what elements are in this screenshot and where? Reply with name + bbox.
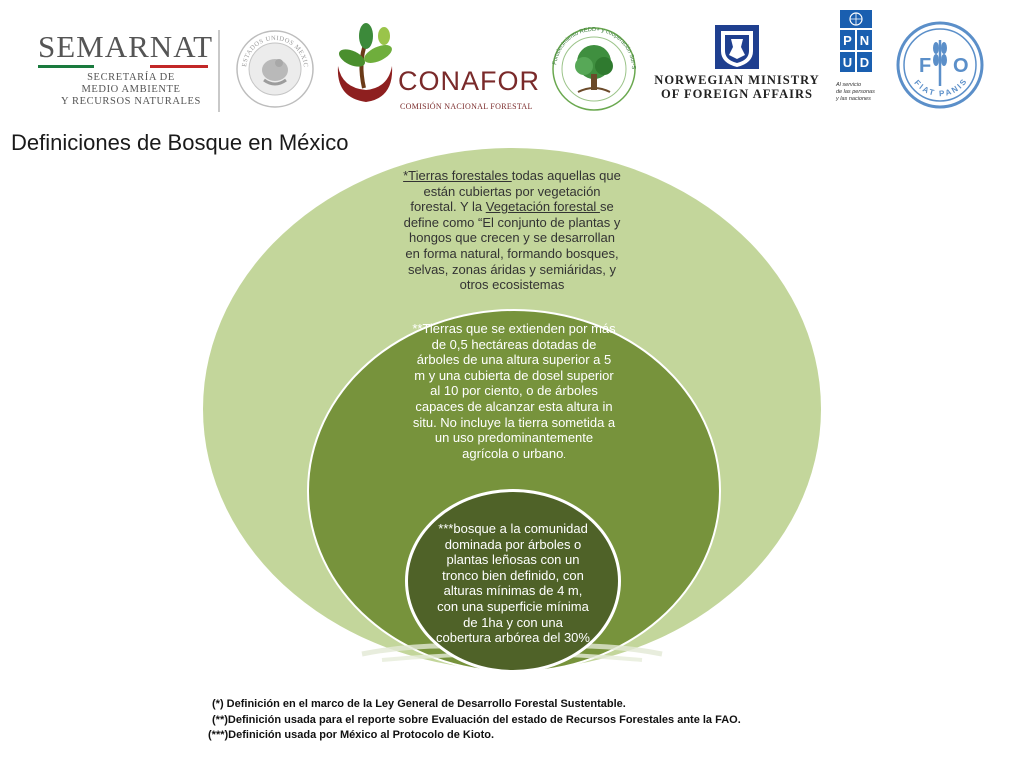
outer-text-1: todas aquellas que están cubiertas por vegetación forestal. Y la [410,168,621,215]
conafor-logo [328,18,540,114]
mexico-seal-icon [234,28,316,110]
footnotes [208,697,741,744]
semarnat-flag-bar [38,65,208,68]
pnud-tagline-2: de las personas [836,89,875,95]
fao-logo [895,20,985,110]
middle-definition [412,321,616,463]
pnud-tagline-1: Al servicio [836,82,862,88]
conafor-name: CONAFOR [398,66,540,96]
mexico-seal-logo [234,28,316,110]
pnud-letter-p: P [843,33,852,48]
footnote-1: (*) Definición en el marco de la Ley General de Desarrollo Forestal Sustentable. [212,698,626,710]
norway-line-2: OF FOREIGN AFFAIRS [660,87,814,101]
page-title: Definiciones de Bosque en México [11,130,349,155]
pnud-letter-d: D [859,55,870,70]
fao-text: FIAT PANIS [912,76,970,99]
middle-text-end: . [563,449,566,460]
term-tierras-forestales: *Tierras forestales [403,168,512,183]
outer-definition [400,168,624,293]
conafor-emblem-icon [328,18,400,114]
pnud-tagline-3: y las naciones [836,96,871,102]
pnud-grid-icon [840,10,872,74]
seal-text: ESTADOS UNIDOS MEXIC [241,34,310,68]
footnote-2: (**)Definición usada para el reporte sobre Evaluación del estado de Recursos Forestales ante la FAO. [212,713,741,726]
norway-crest-icon [715,25,759,69]
middle-text: **Tierras que se extienden por más de 0,5 hectáreas dotadas de árboles de una altura superior a 5 m y una cubierta de dosel superior al 10 por ciento, o de árboles capaces de alcanzar esta altura in situ. No incluye la tierra sometida a un uso predominantemente agrícola o urbano [412,321,616,461]
svg-text:O: O [953,55,969,77]
semarnat-line-1: SECRETARÍA DE [87,72,175,83]
term-vegetacion-forestal: Vegetación forestal [485,199,600,215]
redd-logo [546,26,642,112]
fao-wheat-icon [895,20,985,110]
logo-strip [0,0,1024,120]
redd-text: Fortalecimiento REDD+ y cooperación Sur-S [552,26,637,70]
inner-definition: ***bosque a la comunidad dominada por árboles o plantas leñosas con un tronco bien definido, con alturas mínimas de 4 m, con una superficie mínima de 1ha y con una cobertura arbórea del 30% [436,521,590,646]
redd-tree-icon [546,26,642,112]
footnote-3: (***)Definición usada por México al Protocolo de Kioto. [208,729,495,741]
norway-line-1: NORWEGIAN MINISTRY [654,73,820,87]
semarnat-line-3: Y RECURSOS NATURALES [61,96,201,107]
norway-logo [654,25,820,105]
semarnat-line-2: MEDIO AMBIENTE [81,84,181,95]
svg-text:F: F [919,55,932,77]
conafor-subtitle: COMISIÓN NACIONAL FORESTAL [400,102,533,111]
pnud-letter-u: U [842,55,853,70]
semarnat-logo [38,30,220,112]
outer-text-2: se define como “El conjunto de plantas y hongos que crecen y se desarrollan en forma natural, formando bosques, selvas, zonas áridas y semiáridas, y otros ecosistemas [403,199,621,293]
semarnat-name: SEMARNAT [38,29,214,64]
pnud-logo [836,10,876,116]
pnud-letter-n: N [859,33,870,48]
